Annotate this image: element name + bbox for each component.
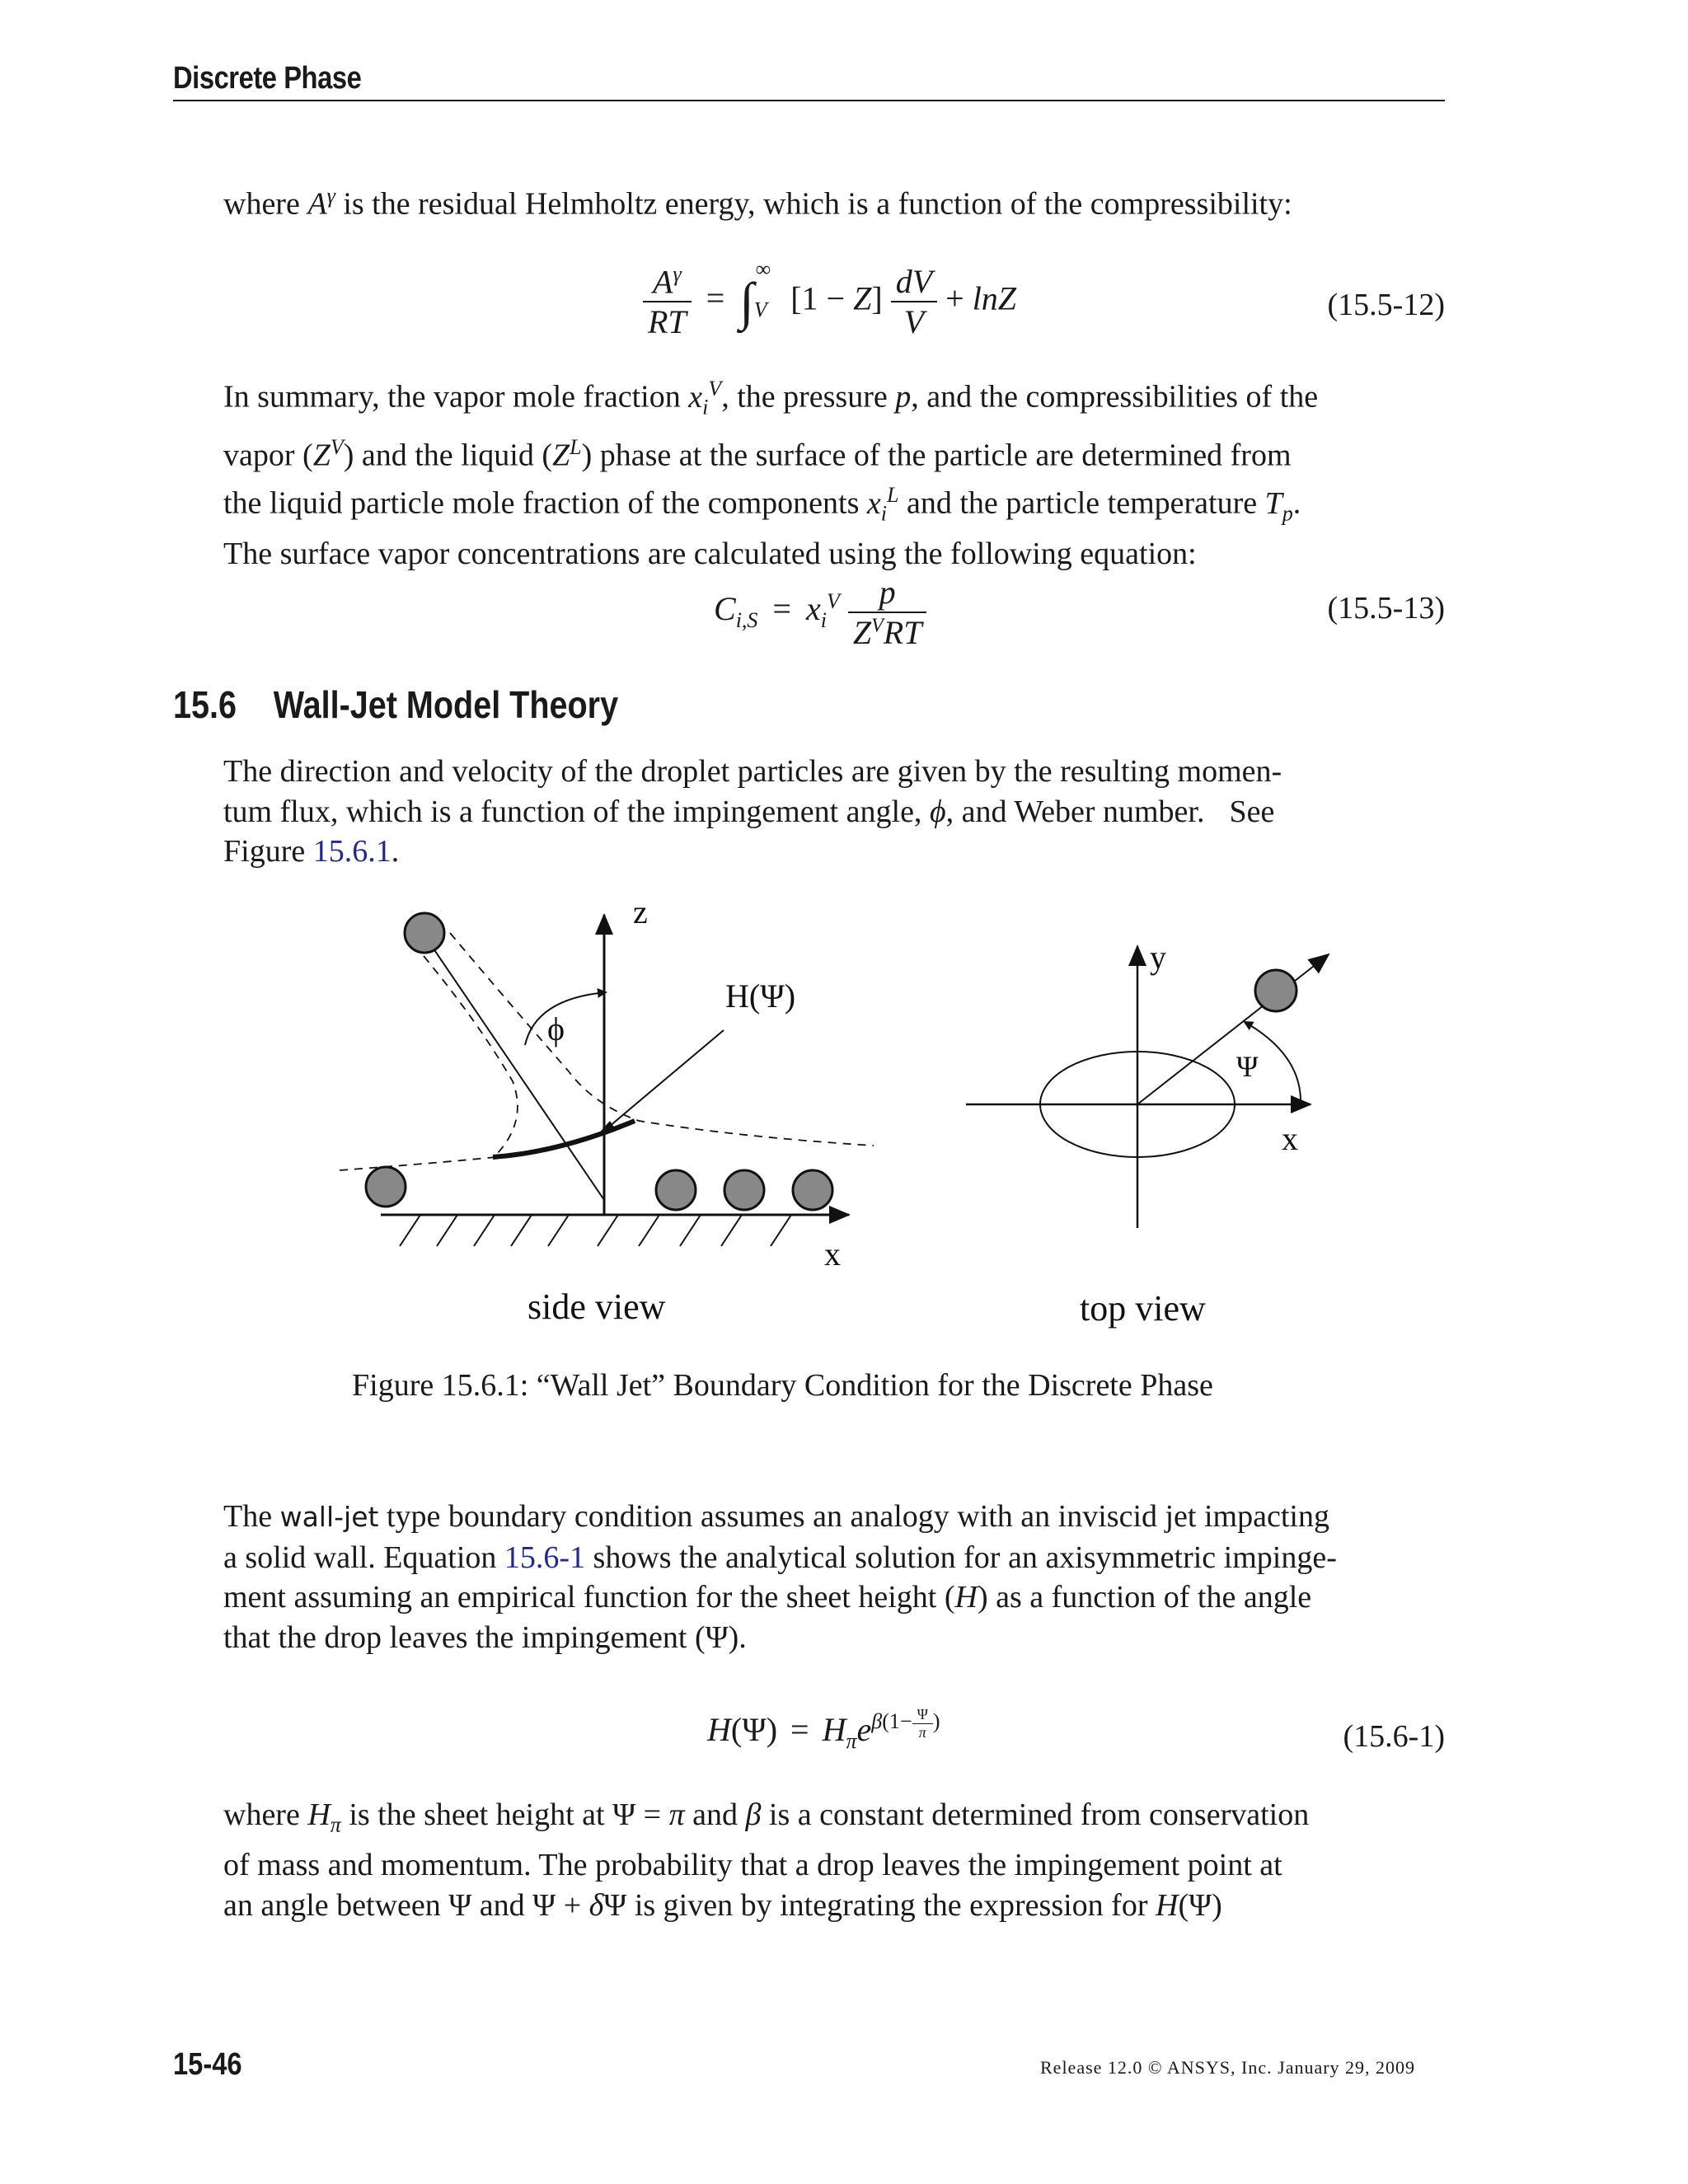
walljet-paragraph: The wall-jet type boundary condition assumes an analogy with an inviscid jet impacting a solid wall. Equation 15.6-1 shows the analytical solution for an axisymmetric impinge- ment assuming an empirical function for the sheet height (H) as a function of the angle that the drop leaves the impingement (Ψ). [223, 1499, 1337, 1655]
section-paragraph: The direction and velocity of the droplet particles are given by the resulting momen- tum flux, which is a function of the impingement angle, ϕ, and Weber number. See Figure 15.6.1. [223, 754, 1282, 869]
top-view-diagram [966, 946, 1329, 1228]
equation-number-15-6-1: (15.6-1) [1343, 1719, 1445, 1754]
final-paragraph: where $H_\pi$ is the sheet height at Ψ = π and β is a constant determined from conservation of mass and momentum. The probability that a drop leaves the impingement point at an angle between Ψ and Ψ + δΨ is given by integrating the expression for H(Ψ) [223, 1797, 1310, 1923]
phi-label: ϕ [547, 1010, 565, 1047]
side-view-diagram [340, 913, 874, 1246]
figure-caption: Figure 15.6.1: “Wall Jet” Boundary Condition for the Discrete Phase [352, 1368, 1213, 1403]
top-view-caption: top view [1080, 1288, 1206, 1329]
running-header: Discrete Phase [173, 61, 362, 96]
equation-15-5-12: $\frac{A^\gamma}{RT}$ = $\int_V^\infty$ [1 − Z] $\frac{dV}{V}$ + lnZ [643, 262, 1016, 341]
equation-15-5-13: $C_{i,S} = x_i^V$ $\frac{p}{Z^VRT}$ [714, 573, 926, 652]
equation-15-6-1: $H(\Psi) = H_\pi e^{\beta(1- \frac{\Psi}{\pi} )}$ [707, 1706, 940, 1753]
equation-number-15-5-12: (15.5-12) [1327, 288, 1445, 322]
equation-link[interactable]: 15.6-1 [504, 1540, 586, 1575]
figure-link[interactable]: 15.6.1 [312, 834, 392, 869]
top-x-label: x [1282, 1120, 1298, 1157]
release-note: Release 12.0 © ANSYS, Inc. January 29, 2009 [1040, 2057, 1416, 2078]
side-x-label: x [824, 1235, 841, 1272]
walljet-code-term: wall-jet [279, 1501, 379, 1533]
summary-paragraph: In summary, the vapor mole fraction $x_i^V$, the pressure p, and the compressibilities of the vapor $(Z^V)$ and the liquid $(Z^L)$ phase at the surface of the particle are determined from the liquid particle mole fraction of the components $x_i^L$ and the particle temperature $T_p$. The surface vapor concentrations are calculated using the following equation: [223, 377, 1319, 571]
intro-text-before: where [223, 186, 308, 222]
section-number: 15.6 [173, 683, 237, 726]
intro-paragraph: where $A^\gamma$ is the residual Helmholtz energy, which is a function of the compressibility: [223, 184, 1292, 222]
h-psi-label: H(Ψ) [725, 977, 796, 1015]
intro-text-after: is the residual Helmholtz energy, which is a function of the compressibility: [335, 186, 1292, 222]
page-number: 15-46 [173, 2047, 242, 2082]
equation-number-15-5-13: (15.5-13) [1327, 591, 1445, 626]
side-z-label: z [633, 893, 648, 930]
top-y-label: y [1150, 939, 1166, 976]
side-view-caption: side view [528, 1286, 666, 1327]
psi-label: Ψ [1236, 1050, 1259, 1083]
section-title: Wall-Jet Model Theory [273, 683, 619, 726]
